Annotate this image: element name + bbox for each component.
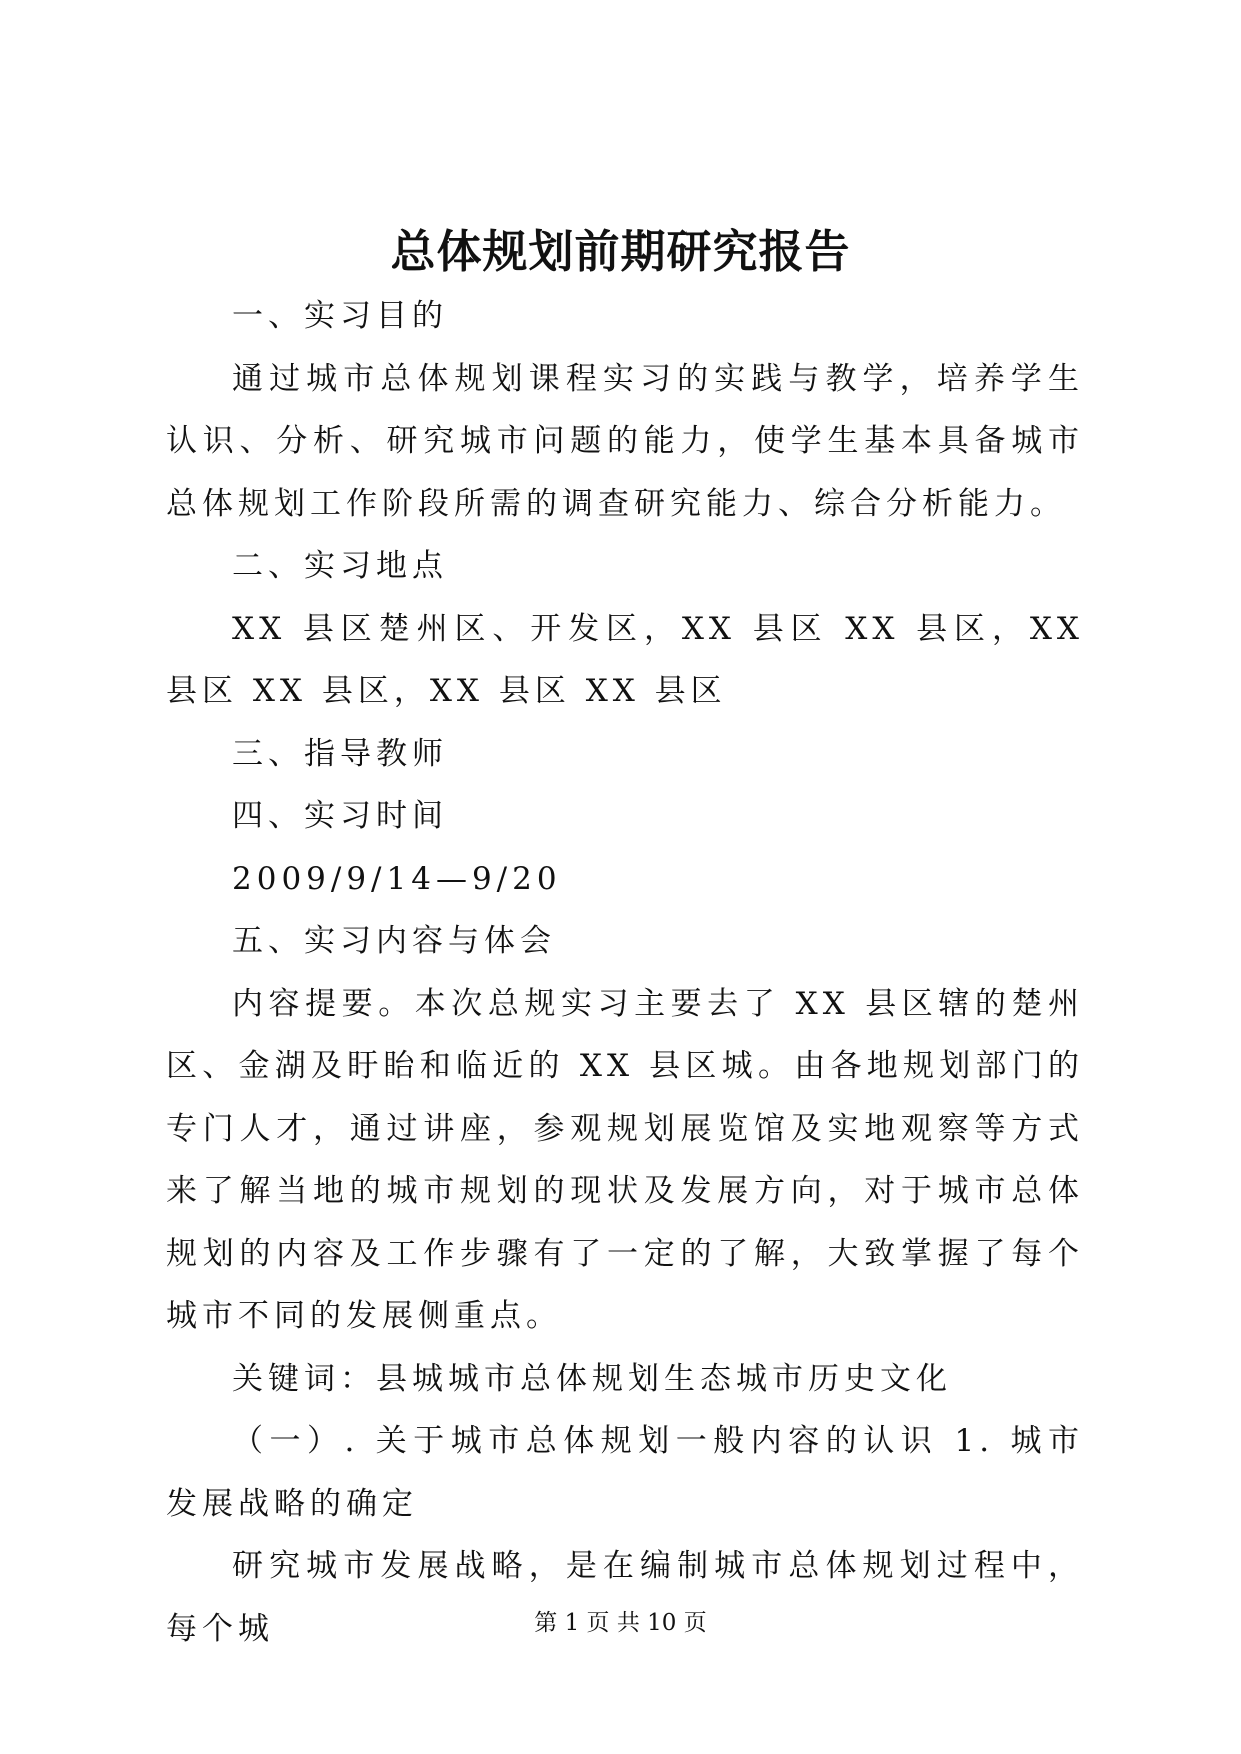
document-body	[166, 285, 1084, 1660]
heading-time: 四、实习时间	[232, 798, 448, 834]
heading-purpose: 一、实习目的	[232, 298, 448, 334]
subheading-general-content: （一）. 关于城市总体规划一般内容的认识 1. 城市发展战略的确定	[166, 1423, 1084, 1522]
paragraph-time: 2009/9/14—9/20	[232, 860, 562, 897]
heading-instructor: 三、指导教师	[232, 735, 448, 772]
paragraph-purpose: 通过城市总体规划课程实习的实践与教学，培养学生认识、分析、研究城市问题的能力，使学生基本具备城市总体规划工作阶段所需的调查研究能力、综合分析能力。	[166, 360, 1084, 522]
heading-content: 五、实习内容与体会	[232, 923, 556, 959]
page-footer: 第 1 页 共 10 页	[534, 1610, 707, 1636]
paragraph-keywords: 关键词：县城城市总体规划生态城市历史文化	[232, 1360, 952, 1397]
document-title: 总体规划前期研究报告	[390, 225, 851, 278]
paragraph-summary: 内容提要。本次总规实习主要去了 XX 县区辖的楚州区、金湖及盱眙和临近的 XX 县区城。由各地规划部门的专门人才，通过讲座，参观规划展览馆及实地观察等方式来了解当地的城市规划的现状及发展方向，对于城市总体规划的内容及工作步骤有了一定的了解，大致掌握了每个城市不同的发展侧重点。	[166, 985, 1084, 1334]
heading-location: 二、实习地点	[232, 548, 448, 584]
paragraph-strategy: 研究城市发展战略，是在编制城市总体规划过程中，每个城	[166, 1548, 1084, 1647]
paragraph-location: XX 县区楚州区、开发区，XX 县区 XX 县区，XX 县区 XX 县区，XX 县区 XX 县区	[166, 610, 1084, 709]
